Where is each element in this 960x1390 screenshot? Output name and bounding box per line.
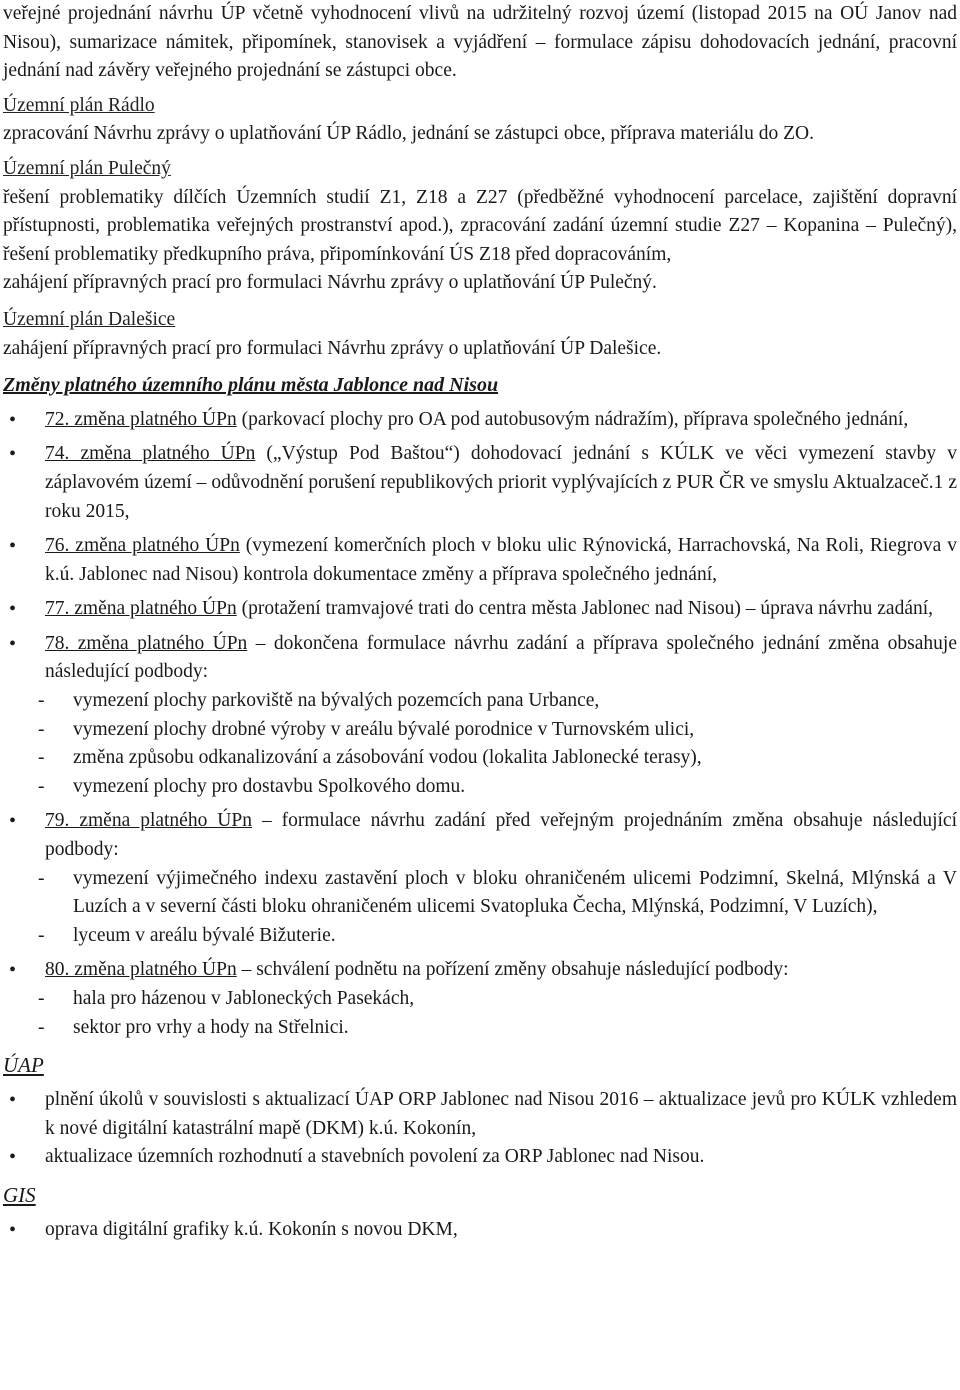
list-item-text: (parkovací plochy pro OA pod autobusovým nádražím), příprava společného jednání, xyxy=(236,408,909,430)
pulecny-paragraph-2: zahájení přípravných prací pro formulaci Návrhu zprávy o uplatňování ÚP Pulečný. xyxy=(3,272,657,294)
list-item-text: – formulace návrhu zadání před veřejným projednáním změna obsahuje následující podbody: xyxy=(45,810,957,861)
sub-item-text: vymezení plochy drobné výroby v areálu bývalé porodnice v Turnovském ulici, xyxy=(73,718,695,740)
sub-item-text: vymezení plochy parkoviště na bývalých pozemcích pana Urbance, xyxy=(73,690,600,712)
radlo-paragraph: zpracování Návrhu zprávy o uplatňování ÚP Rádlo, jednání se zástupci obce, příprava materiálu do ZO. xyxy=(3,123,814,145)
sub-item: - vymezení výjimečného indexu zastavění ploch v bloku ohraničeném ulicemi Podzimní, Skelná, Mlýnská a V Luzích a v severní části bloku ohraničeném ulicemi Svatopluka Čecha, Mlýnská, Podzimní, V Luzích), xyxy=(38,867,957,918)
list-item xyxy=(3,1143,957,1172)
section-heading-zmeny: Změny platného územního plánu města Jablonce nad Nisou xyxy=(3,374,499,397)
dalesice-paragraph: zahájení přípravných prací pro formulaci Návrhu zprávy o uplatňování ÚP Dalešice. xyxy=(3,337,662,359)
list-item xyxy=(3,956,957,985)
list-item-text: – schválení podnětu na pořízení změny obsahuje následující podbody: xyxy=(236,959,789,981)
list-item-text: aktualizace územních rozhodnutí a stavebních povolení za ORP Jablonec nad Nisou. xyxy=(45,1146,705,1168)
list-item xyxy=(3,1216,957,1245)
section-heading-dalesice: Územní plán Dalešice xyxy=(3,308,176,330)
sub-item: - změna způsobu odkanalizování a zásobování vodou (lokalita Jablonecké terasy), xyxy=(38,747,702,769)
list-item-text: („Výstup Pod Baštou“) dohodovací jednání s KÚLK ve věci vymezení stavby v záplavovém území – odůvodnění porušení republikových priorit vyplývajících z PUR ČR ve smyslu Aktualzaceč.1 z roku 2015, xyxy=(45,443,957,522)
list-item xyxy=(3,1086,957,1143)
sub-item-text: lyceum v areálu bývalé Bižuterie. xyxy=(73,924,336,946)
sub-item-text: sektor pro vrhy a hody na Střelnici. xyxy=(73,1016,349,1038)
change-link[interactable]: 79. změna platného ÚPn xyxy=(45,810,252,832)
sub-item: - lyceum v areálu bývalé Bižuterie. xyxy=(38,924,336,946)
sub-item-text: vymezení výjimečného indexu zastavění ploch v bloku ohraničeném ulicemi Podzimní, Skelná, Mlýnská a V Luzích a v severní části bloku ohraničeném ulicemi Svatopluka Čecha, Mlýnská, Podzimní, V Luzích), xyxy=(73,867,957,918)
pulecny-paragraph: řešení problematiky dílčích Územních studií Z1, Z18 a Z27 (předběžné vyhodnocení parcelace, zajištění dopravní přístupnosti, problematika veřejných prostranství apod.), zpracování zadání územní studie Z27 – Kopanina – Pulečný), řešení problematiky předkupního práva, připomínkování ÚS Z18 před dopracováním, xyxy=(3,186,957,265)
sub-item: - vymezení plochy drobné výroby v areálu bývalé porodnice v Turnovském ulici, xyxy=(38,718,695,740)
sub-item: - sektor pro vrhy a hody na Střelnici. xyxy=(38,1016,349,1038)
section-heading-pulecny: Územní plán Pulečný xyxy=(3,157,171,179)
list-item xyxy=(3,532,957,589)
change-link[interactable]: 78. změna platného ÚPn xyxy=(45,632,248,654)
list-item-text: (vymezení komerčních ploch v bloku ulic Rýnovická, Harrachovská, Na Roli, Riegrova v k.ú. Jablonec nad Nisou) kontrola dokumentace změny a příprava společného jednání, xyxy=(45,535,957,585)
change-link[interactable]: 72. změna platného ÚPn xyxy=(45,408,237,430)
list-item xyxy=(3,440,957,526)
sub-item: - hala pro házenou v Jabloneckých Pasekách, xyxy=(38,988,415,1009)
sub-item: - vymezení plochy pro dostavbu Spolkového domu. xyxy=(38,775,466,797)
section-heading-radlo: Územní plán Rádlo xyxy=(3,94,155,116)
sub-item-text: změna způsobu odkanalizování a zásobování vodou (lokalita Jablonecké terasy), xyxy=(73,747,702,769)
section-heading-uap: ÚAP xyxy=(3,1053,44,1078)
list-item xyxy=(3,630,957,687)
sub-item: - vymezení plochy parkoviště na bývalých pozemcích pana Urbance, xyxy=(38,690,600,712)
sub-item-text: vymezení plochy pro dostavbu Spolkového domu. xyxy=(73,775,466,797)
change-link[interactable]: 77. změna platného ÚPn xyxy=(45,598,237,620)
sub-item-text: hala pro házenou v Jabloneckých Pasekách, xyxy=(73,988,415,1009)
intro-paragraph: veřejné projednání návrhu ÚP včetně vyhodnocení vlivů na udržitelný rozvoj území (listopad 2015 na OÚ Janov nad Nisou), sumarizace námitek, připomínek, stanovisek a vyjádření – formulace zápisu dohodovacích jednání, pracovní jednání nad závěry veřejného projednání se zástupci obce. xyxy=(3,3,957,82)
change-link[interactable]: 74. změna platného ÚPn xyxy=(45,443,256,465)
list-item xyxy=(3,807,957,864)
list-item-text: plnění úkolů v souvislosti s aktualizací ÚAP ORP Jablonec nad Nisou 2016 – aktualizace jevů pro KÚLK vzhledem k nové digitální katastrální mapě (DKM) k.ú. Kokonín, xyxy=(45,1089,957,1139)
list-item xyxy=(3,595,957,624)
list-item-text: (protažení tramvajové trati do centra města Jablonec nad Nisou) – úprava návrhu zadání, xyxy=(236,598,934,620)
list-item-text: oprava digitální grafiky k.ú. Kokonín s novou DKM, xyxy=(45,1218,458,1240)
section-heading-gis: GIS xyxy=(3,1182,36,1207)
list-item-text: – dokončena formulace návrhu zadání a příprava společného jednání změna obsahuje následující podbody: xyxy=(45,632,957,683)
change-link[interactable]: 76. změna platného ÚPn xyxy=(45,535,240,557)
change-link[interactable]: 80. změna platného ÚPn xyxy=(45,959,237,981)
list-item xyxy=(3,406,957,435)
